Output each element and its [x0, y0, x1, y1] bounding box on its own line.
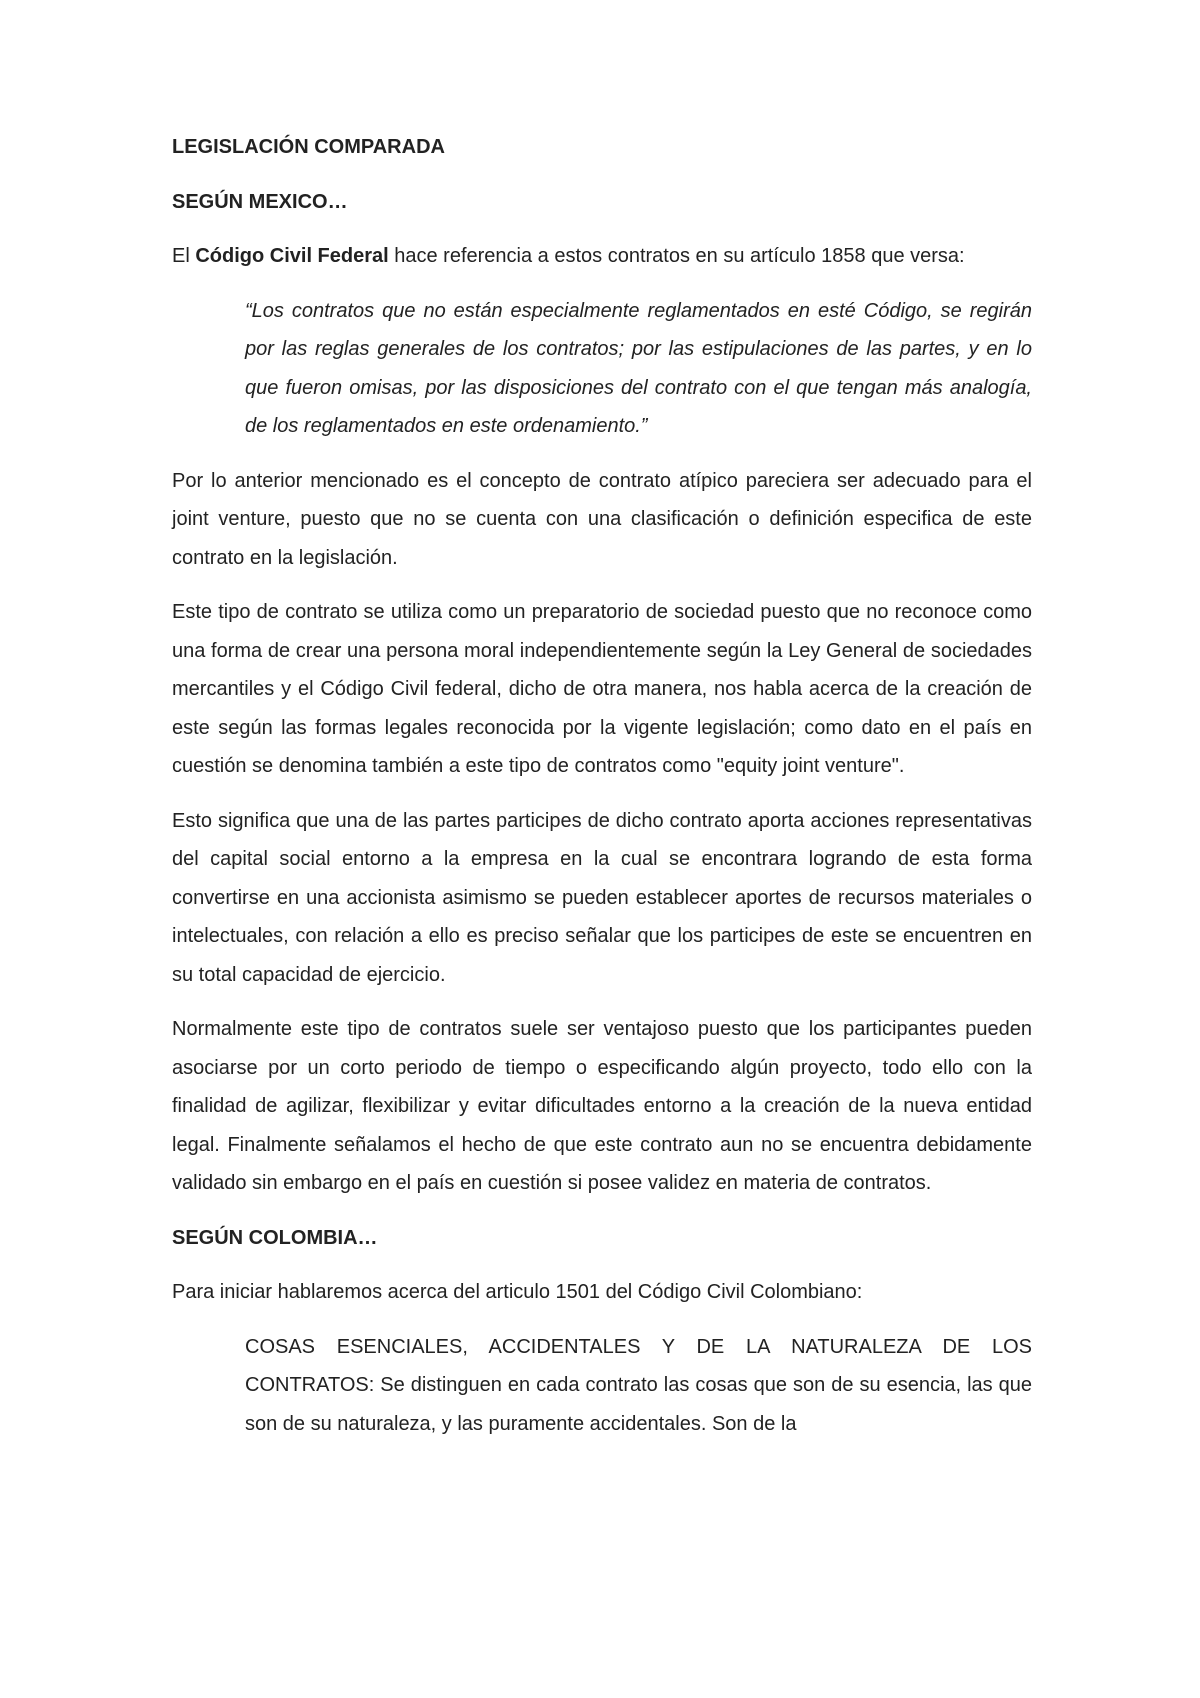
- document-title: LEGISLACIÓN COMPARADA: [172, 136, 445, 158]
- mexico-intro-post: hace referencia a estos contratos en su artículo 1858 que versa:: [388, 245, 965, 267]
- colombia-article-quote: COSAS ESENCIALES, ACCIDENTALES Y DE LA NATURALEZA DE LOS CONTRATOS: Se distinguen en cada contrato las cosas que son de su esencia, las que son de su naturaleza, y las puramente accidentales. Son de la: [245, 1335, 1032, 1435]
- body-paragraph: Esto significa que una de las partes participes de dicho contrato aporta acciones representativas del capital social entorno a la empresa en la cual se encontrara logrando de esta forma convertirse en una accionista asimismo se pueden establecer aportes de recursos materiales o intelectuales, con relación a ello es preciso señalar que los participes de este se encuentren en su total capacidad de ejercicio.: [172, 809, 1032, 986]
- colombia-intro-paragraph: Para iniciar hablaremos acerca del articulo 1501 del Código Civil Colombiano:: [172, 1281, 863, 1303]
- section-heading-mexico: SEGÚN MEXICO…: [172, 190, 348, 213]
- section-heading-colombia: SEGÚN COLOMBIA…: [172, 1226, 378, 1249]
- mexico-intro-paragraph: [172, 237, 1032, 276]
- body-paragraph: Por lo anterior mencionado es el concepto de contrato atípico pareciera ser adecuado para el joint venture, puesto que no se cuenta con una clasificación o definición especifica de este contrato en la legislación.: [172, 469, 1032, 569]
- body-paragraph: Normalmente este tipo de contratos suele ser ventajoso puesto que los participantes pueden asociarse por un corto periodo de tiempo o especificando algún proyecto, todo ello con la finalidad de agilizar, flexibilizar y evitar dificultades entorno a la creación de la nueva entidad legal. Finalmente señalamos el hecho de que este contrato aun no se encuentra debidamente validado sin embargo en el país en cuestión si posee validez en materia de contratos.: [172, 1018, 1032, 1194]
- document-page: [172, 128, 1032, 1443]
- mexico-article-quote: “Los contratos que no están especialmente reglamentados en esté Código, se regirán por las reglas generales de los contratos; por las estipulaciones de las partes, y en lo que fueron omisas, por las disposiciones del contrato con el que tengan más analogía, de los reglamentados en este ordenamiento.”: [245, 299, 1032, 437]
- body-paragraph: Este tipo de contrato se utiliza como un preparatorio de sociedad puesto que no reconoce como una forma de crear una persona moral independientemente según la Ley General de sociedades mercantiles y el Código Civil federal, dicho de otra manera, nos habla acerca de la creación de este según las formas legales reconocida por la vigente legislación; como dato en el país en cuestión se denomina también a este tipo de contratos como "equity joint venture".: [172, 601, 1032, 777]
- codigo-civil-federal-bold: Código Civil Federal: [195, 245, 389, 267]
- mexico-intro-pre: El: [172, 245, 196, 267]
